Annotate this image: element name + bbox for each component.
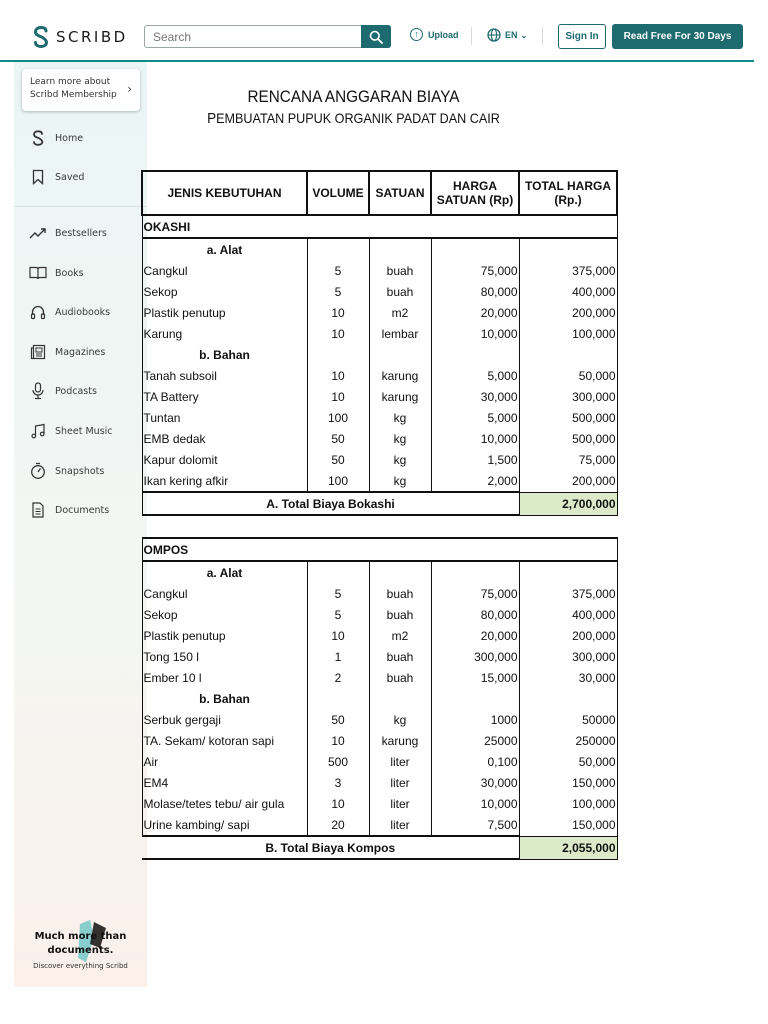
item-unit: kg <box>369 709 431 730</box>
bottom-promo-title: Much more than documents. <box>34 931 127 956</box>
table-row <box>142 260 617 281</box>
item-price: 30,000 <box>431 386 519 407</box>
scribd-logo-icon <box>30 130 46 146</box>
sidebar-item-label: Home <box>55 132 84 144</box>
subsection-heading: a. Alat <box>142 238 307 260</box>
sidebar-item-label: Books <box>55 267 84 279</box>
brand-name: SCRIBD <box>56 28 128 46</box>
total-value: 2,700,000 <box>519 492 617 515</box>
table-row <box>142 772 617 793</box>
read-free-button[interactable]: Read Free For 30 Days <box>612 24 743 49</box>
sidebar-item-home[interactable] <box>14 123 147 153</box>
item-name: TA Battery <box>142 386 307 407</box>
item-unit: liter <box>369 772 431 793</box>
item-name: Air <box>142 751 307 772</box>
item-price: 30,000 <box>431 772 519 793</box>
item-volume: 10 <box>307 302 369 323</box>
item-total: 75,000 <box>519 449 617 470</box>
item-price: 80,000 <box>431 604 519 625</box>
sign-in-button[interactable]: Sign In <box>558 24 606 49</box>
sidebar-item-label: Audiobooks <box>55 306 111 318</box>
sidebar-divider <box>14 206 147 207</box>
item-unit: karung <box>369 730 431 751</box>
subsection-heading: a. Alat <box>142 561 307 583</box>
item-volume: 50 <box>307 428 369 449</box>
item-name: Cangkul <box>142 260 307 281</box>
item-name: Plastik penutup <box>142 302 307 323</box>
item-price: 15,000 <box>431 667 519 688</box>
sidebar-item-label: Sheet Music <box>55 425 113 437</box>
sidebar-item-audiobooks[interactable] <box>14 297 147 327</box>
item-price: 2,000 <box>431 470 519 492</box>
item-total: 50,000 <box>519 365 617 386</box>
item-total: 300,000 <box>519 386 617 407</box>
item-price: 7,500 <box>431 814 519 836</box>
upload-button[interactable] <box>410 28 459 41</box>
table-row <box>142 449 617 470</box>
item-volume: 100 <box>307 470 369 492</box>
sidebar-bottom-promo[interactable] <box>14 930 147 970</box>
upload-label: Upload <box>428 29 459 40</box>
item-total: 250000 <box>519 730 617 751</box>
item-volume: 5 <box>307 604 369 625</box>
search-box <box>144 25 391 48</box>
language-label: EN <box>505 30 518 40</box>
item-volume: 10 <box>307 365 369 386</box>
item-unit: kg <box>369 470 431 492</box>
search-input[interactable] <box>145 26 361 47</box>
item-price: 25000 <box>431 730 519 751</box>
search-icon <box>369 30 383 44</box>
item-price: 5,000 <box>431 365 519 386</box>
total-value: 2,055,000 <box>519 836 617 859</box>
sidebar-item-label: Magazines <box>55 346 106 358</box>
item-unit: kg <box>369 407 431 428</box>
sidebar-item-label: Snapshots <box>55 465 105 477</box>
table-row <box>142 793 617 814</box>
item-total: 150,000 <box>519 772 617 793</box>
item-total: 150,000 <box>519 814 617 836</box>
item-unit: liter <box>369 814 431 836</box>
upload-icon: ↑ <box>410 28 423 41</box>
table-row <box>142 667 617 688</box>
table-row <box>142 386 617 407</box>
item-price: 10,000 <box>431 323 519 344</box>
item-name: Ikan kering afkir <box>142 470 307 492</box>
membership-promo[interactable] <box>22 69 140 111</box>
item-name: Serbuk gergaji <box>142 709 307 730</box>
item-volume: 50 <box>307 709 369 730</box>
item-unit: liter <box>369 751 431 772</box>
column-header: HARGA SATUAN (Rp) <box>431 171 519 215</box>
item-total: 375,000 <box>519 583 617 604</box>
item-name: Tuntan <box>142 407 307 428</box>
sidebar <box>14 62 147 987</box>
item-name: Karung <box>142 323 307 344</box>
item-price: 80,000 <box>431 281 519 302</box>
column-header: VOLUME <box>307 171 369 215</box>
section-heading: OMPOS <box>142 538 617 561</box>
sidebar-item-books[interactable] <box>14 258 147 288</box>
item-total: 200,000 <box>519 470 617 492</box>
sidebar-item-podcasts[interactable] <box>14 376 147 406</box>
item-name: TA. Sekam/ kotoran sapi <box>142 730 307 751</box>
subtitle-initial: P <box>207 110 217 127</box>
sidebar-item-label: Podcasts <box>55 385 97 397</box>
item-total: 200,000 <box>519 302 617 323</box>
book-icon <box>30 265 46 281</box>
item-total: 375,000 <box>519 260 617 281</box>
column-header: TOTAL HARGA (Rp.) <box>519 171 617 215</box>
item-total: 400,000 <box>519 281 617 302</box>
item-total: 200,000 <box>519 625 617 646</box>
item-price: 10,000 <box>431 428 519 449</box>
table-row <box>142 730 617 751</box>
divider <box>542 27 543 45</box>
item-name: Molase/tetes tebu/ air gula <box>142 793 307 814</box>
document-viewer <box>143 62 754 987</box>
item-price: 5,000 <box>431 407 519 428</box>
item-name: EM4 <box>142 772 307 793</box>
sidebar-item-saved[interactable] <box>14 162 147 192</box>
item-name: Tanah subsoil <box>142 365 307 386</box>
item-name: Urine kambing/ sapi <box>142 814 307 836</box>
sidebar-item-label: Documents <box>55 504 110 516</box>
promo-text: Learn more about Scribd Membership <box>30 77 117 100</box>
item-volume: 10 <box>307 625 369 646</box>
scribd-logo[interactable] <box>32 26 128 48</box>
item-total: 300,000 <box>519 646 617 667</box>
language-selector[interactable] <box>487 28 527 42</box>
item-volume: 20 <box>307 814 369 836</box>
item-unit: buah <box>369 646 431 667</box>
item-unit: karung <box>369 386 431 407</box>
item-volume: 10 <box>307 386 369 407</box>
item-price: 1000 <box>431 709 519 730</box>
bookmark-icon <box>30 169 46 185</box>
item-price: 20,000 <box>431 302 519 323</box>
stopwatch-icon <box>30 463 46 479</box>
table-row <box>142 583 617 604</box>
item-volume: 500 <box>307 751 369 772</box>
item-name: Tong 150 l <box>142 646 307 667</box>
item-total: 500,000 <box>519 428 617 449</box>
item-name: EMB dedak <box>142 428 307 449</box>
item-name: Sekop <box>142 604 307 625</box>
microphone-icon <box>30 383 46 399</box>
headphones-icon <box>30 304 46 320</box>
sidebar-item-documents[interactable] <box>14 495 147 525</box>
item-volume: 10 <box>307 793 369 814</box>
item-volume: 50 <box>307 449 369 470</box>
subsection-heading: b. Bahan <box>142 688 307 709</box>
table-row <box>142 365 617 386</box>
item-volume: 3 <box>307 772 369 793</box>
item-volume: 10 <box>307 323 369 344</box>
document-title: RENCANA ANGGARAN BIAYA <box>247 87 460 106</box>
subtitle-rest: EMBUATAN PUPUK ORGANIK PADAT DAN CAIR <box>216 110 500 126</box>
item-volume: 5 <box>307 260 369 281</box>
item-total: 400,000 <box>519 604 617 625</box>
document-icon <box>30 502 46 518</box>
document-subtitle <box>168 110 540 127</box>
item-volume: 2 <box>307 667 369 688</box>
chevron-right-icon: › <box>127 82 132 96</box>
item-price: 1,500 <box>431 449 519 470</box>
item-unit: buah <box>369 260 431 281</box>
item-total: 100,000 <box>519 793 617 814</box>
table-row <box>142 407 617 428</box>
magazine-icon <box>30 344 46 360</box>
item-unit: liter <box>369 793 431 814</box>
sidebar-item-bestsellers[interactable] <box>14 218 147 248</box>
sidebar-item-magazines[interactable] <box>14 337 147 367</box>
item-unit: karung <box>369 365 431 386</box>
sidebar-item-label: Bestsellers <box>55 227 107 239</box>
item-unit: buah <box>369 281 431 302</box>
trending-icon <box>30 225 46 241</box>
table-row <box>142 428 617 449</box>
table-row <box>142 281 617 302</box>
item-total: 30,000 <box>519 667 617 688</box>
total-label: A. Total Biaya Bokashi <box>142 492 519 515</box>
budget-table <box>141 170 618 860</box>
item-unit: m2 <box>369 302 431 323</box>
item-price: 0,100 <box>431 751 519 772</box>
item-price: 75,000 <box>431 583 519 604</box>
item-name: Sekop <box>142 281 307 302</box>
column-header: JENIS KEBUTUHAN <box>142 171 307 215</box>
table-row <box>142 302 617 323</box>
item-volume: 5 <box>307 281 369 302</box>
top-header <box>0 0 768 62</box>
item-unit: lembar <box>369 323 431 344</box>
table-row <box>142 323 617 344</box>
sidebar-item-sheet-music[interactable] <box>14 416 147 446</box>
item-total: 50000 <box>519 709 617 730</box>
item-unit: buah <box>369 604 431 625</box>
divider <box>471 27 472 45</box>
item-unit: kg <box>369 449 431 470</box>
music-note-icon <box>30 423 46 439</box>
table-row <box>142 751 617 772</box>
scribd-logo-icon <box>32 26 50 48</box>
item-unit: kg <box>369 428 431 449</box>
item-unit: m2 <box>369 625 431 646</box>
sidebar-item-label: Saved <box>55 171 85 183</box>
table-row <box>142 604 617 625</box>
table-row <box>142 814 617 836</box>
item-volume: 10 <box>307 730 369 751</box>
item-total: 50,000 <box>519 751 617 772</box>
globe-icon <box>487 28 501 42</box>
section-heading: OKASHI <box>142 215 617 238</box>
table-row <box>142 625 617 646</box>
item-price: 75,000 <box>431 260 519 281</box>
item-volume: 1 <box>307 646 369 667</box>
item-price: 300,000 <box>431 646 519 667</box>
total-label: B. Total Biaya Kompos <box>142 836 519 859</box>
item-total: 100,000 <box>519 323 617 344</box>
sidebar-item-snapshots[interactable] <box>14 456 147 486</box>
item-name: Cangkul <box>142 583 307 604</box>
table-row <box>142 709 617 730</box>
item-name: Kapur dolomit <box>142 449 307 470</box>
item-price: 20,000 <box>431 625 519 646</box>
table-row <box>142 646 617 667</box>
item-volume: 100 <box>307 407 369 428</box>
column-header: SATUAN <box>369 171 431 215</box>
item-volume: 5 <box>307 583 369 604</box>
item-price: 10,000 <box>431 793 519 814</box>
item-total: 500,000 <box>519 407 617 428</box>
bottom-promo-subtitle: Discover everything Scribd <box>33 962 128 970</box>
item-name: Plastik penutup <box>142 625 307 646</box>
chevron-down-icon: ⌄ <box>520 30 528 40</box>
subsection-heading: b. Bahan <box>142 344 307 365</box>
item-unit: buah <box>369 583 431 604</box>
item-name: Ember 10 l <box>142 667 307 688</box>
search-button[interactable] <box>361 25 391 48</box>
item-unit: buah <box>369 667 431 688</box>
table-row <box>142 470 617 492</box>
